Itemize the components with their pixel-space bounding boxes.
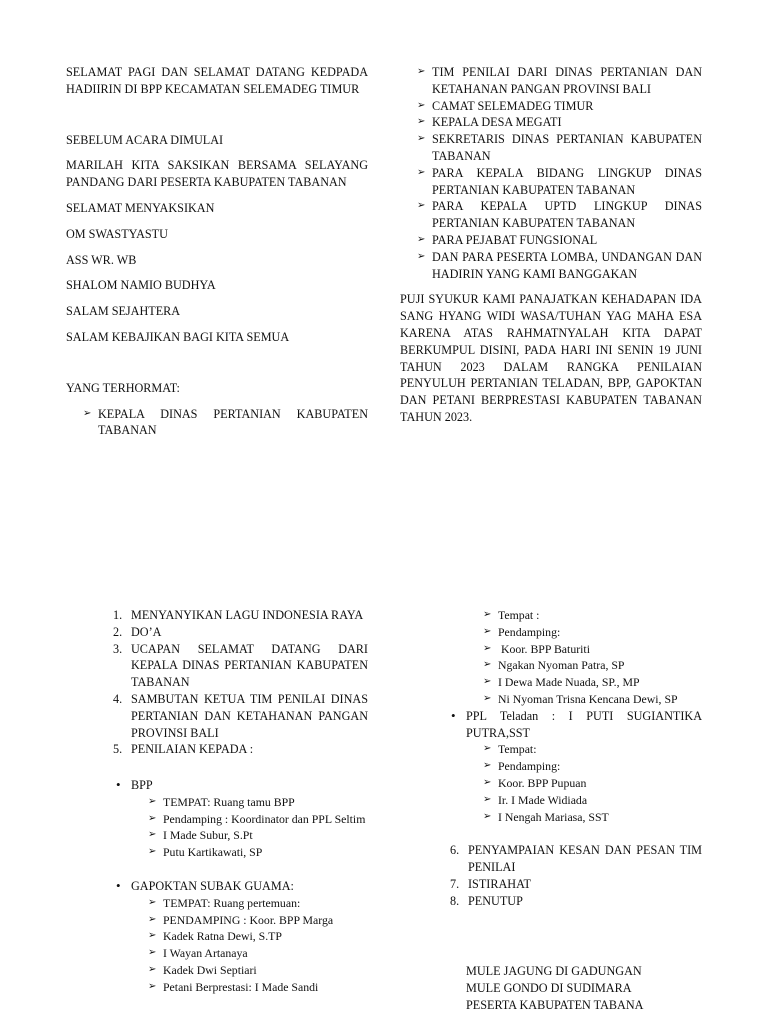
agenda-item (113, 691, 368, 741)
closing-line: MULE GONDO DI SUDIMARA (466, 980, 632, 995)
honoree-item: ➢ CAMAT SELEMADEG TIMUR (417, 98, 702, 115)
honoree-item: ➢ KEPALA DINAS PERTANIAN KABUPATEN TABANAN (83, 406, 368, 440)
honoree-item: ➢ PARA PEJABAT FUNGSIONAL (417, 232, 702, 249)
agenda-text: ISTIRAHAT (468, 876, 531, 891)
before-event-line: SEBELUM ACARA DIMULAI (66, 132, 224, 147)
agenda-number: 1. (113, 608, 123, 622)
greeting-line: SHALOM NAMIO BUDHYA (66, 278, 216, 293)
agenda-number: 4. (113, 691, 123, 706)
assessment-detail-item: ➢ Ni Nyoman Trisna Kencana Dewi, SP (483, 691, 702, 708)
agenda-item (450, 842, 702, 876)
agenda-number: 5. (113, 742, 123, 757)
bpp-section (115, 777, 368, 996)
agenda-item (113, 624, 368, 641)
honoree-list (417, 64, 702, 282)
agenda-text: UCAPAN SELAMAT DATANG DARI KEPALA DINAS PERTANIAN KABUPATEN TABANAN (131, 641, 368, 690)
left-bottom-column (113, 607, 368, 758)
gapoktan-detail-item: ➢ Kadek Dwi Septiari (148, 962, 368, 979)
agenda-item (450, 893, 702, 910)
enjoy-line: SELAMAT MENYAKSIKAN (66, 200, 215, 215)
honoree-item: ➢ PARA KEPALA BIDANG LINGKUP DINAS PERTANIAN KABUPATEN TABANAN (417, 165, 702, 199)
assessment-detail-item: ➢ Koor. BPP Baturiti (483, 641, 702, 658)
greeting-line: OM SWASTYASTU (66, 226, 168, 241)
assessment-detail-item: ➢ I Dewa Made Nuada, SP., MP (483, 674, 702, 691)
closing-verse (466, 963, 702, 1013)
agenda-list-end (450, 842, 702, 909)
assessment-detail-item: ➢ Tempat : (483, 607, 702, 624)
agenda-text: PENUTUP (468, 893, 523, 908)
right-top-column (400, 64, 702, 426)
greeting-line: ASS WR. WB (66, 252, 137, 267)
honoree-item: ➢ PARA KEPALA UPTD LINGKUP DINAS PERTANIAN KABUPATEN TABANAN (417, 198, 702, 232)
watch-paragraph: MARILAH KITA SAKSIKAN BERSAMA SELAYANG PANDANG DARI PESERTA KABUPATEN TABANAN (66, 158, 368, 190)
agenda-number: 6. (450, 843, 460, 858)
greeting-line: SALAM KEBAJIKAN BAGI KITA SEMUA (66, 329, 290, 344)
greeting-line: SALAM SEJAHTERA (66, 304, 181, 319)
agenda-number: 3. (113, 641, 123, 656)
bpp-label: • BPP (115, 777, 368, 794)
closing-line: PESERTA KABUPATEN TABANA (466, 997, 644, 1012)
agenda-text: MENYANYIKAN LAGU INDONESIA RAYA (131, 608, 364, 622)
honoree-item: ➢ TIM PENILAI DARI DINAS PERTANIAN DAN KETAHANAN PANGAN PROVINSI BALI (417, 64, 702, 98)
left-top-column (66, 64, 368, 439)
bpp-detail-item: ➢ Putu Kartikawati, SP (148, 844, 368, 861)
bpp-details (148, 794, 368, 861)
agenda-text: PENYAMPAIAN KESAN DAN PESAN TIM PENILAI (468, 843, 702, 875)
assessment-details (483, 607, 702, 708)
agenda-item (113, 607, 368, 624)
gratitude-paragraph: PUJI SYUKUR KAMI PANAJATKAN KEHADAPAN IDA SANG HYANG WIDI WASA/TUHAN YAG MAHA ESA KARENA ATAS RAHMATNYALAH KITA DAPAT BERKUMPUL DISINI, PADA HARI INI SENIN 19 JUNI TAHUN 2023 DALAM RANGKA PENILAIAN PENYULUH PERTANIAN TELADAN, BPP, GAPOKTAN DAN PETANI BERPRESTASI KABUPATEN TABANAN TAHUN 2023. (400, 292, 702, 424)
gapoktan-detail-item: ➢ Kadek Ratna Dewi, S.TP (148, 928, 368, 945)
agenda-item (113, 741, 368, 758)
ppl-detail-item: ➢ Koor. BPP Pupuan (483, 775, 702, 792)
honoree-item: ➢ SEKRETARIS DINAS PERTANIAN KABUPATEN TABANAN (417, 131, 702, 165)
assessment-detail-item: ➢ Ngakan Nyoman Patra, SP (483, 657, 702, 674)
assessment-detail-item: ➢ Pendamping: (483, 624, 702, 641)
agenda-text: PENILAIAN KEPADA : (131, 742, 254, 757)
agenda-number: 7. (450, 876, 460, 891)
closing-line: MULE JAGUNG DI GADUNGAN (466, 964, 642, 978)
ppl-detail-item: ➢ I Nengah Mariasa, SST (483, 809, 702, 826)
agenda-number: 2. (113, 624, 123, 639)
agenda-text: SAMBUTAN KETUA TIM PENILAI DINAS PERTANIAN DAN KETAHANAN PANGAN PROVINSI BALI (131, 691, 368, 740)
bpp-detail-item: ➢ Pendamping : Koordinator dan PPL Seltim (148, 811, 368, 828)
agenda-item (113, 641, 368, 691)
bpp-detail-item: ➢ I Made Subur, S.Pt (148, 827, 368, 844)
honoree-item: ➢ KEPALA DESA MEGATI (417, 114, 702, 131)
right-bottom-column (450, 607, 702, 910)
ppl-teladan-label: • PPL Teladan : I PUTI SUGIANTIKA PUTRA,SST (450, 708, 702, 742)
ppl-detail-item: ➢ Ir. I Made Widiada (483, 792, 702, 809)
agenda-text: DO’A (131, 624, 162, 639)
agenda-number: 8. (450, 893, 460, 908)
ppl-detail-item: ➢ Tempat: (483, 741, 702, 758)
gapoktan-label: • GAPOKTAN SUBAK GUAMA: (115, 878, 368, 895)
gapoktan-details (148, 895, 368, 996)
honoree-item: ➢ DAN PARA PESERTA LOMBA, UNDANGAN DAN HADIRIN YANG KAMI BANGGAKAN (417, 249, 702, 283)
honoree-list (83, 406, 368, 440)
ppl-detail-item: ➢ Pendamping: (483, 758, 702, 775)
ppl-details (483, 741, 702, 825)
bpp-detail-item: ➢ TEMPAT: Ruang tamu BPP (148, 794, 368, 811)
agenda-item (450, 876, 702, 893)
gapoktan-detail-item: ➢ TEMPAT: Ruang pertemuan: (148, 895, 368, 912)
gapoktan-detail-item: ➢ Petani Berprestasi: I Made Sandi (148, 979, 368, 996)
gapoktan-detail-item: ➢ PENDAMPING : Koor. BPP Marga (148, 912, 368, 929)
welcome-paragraph: SELAMAT PAGI DAN SELAMAT DATANG KEDPADA HADIIRIN DI BPP KECAMATAN SELEMADEG TIMUR (66, 65, 368, 96)
agenda-list (113, 607, 368, 758)
gapoktan-detail-item: ➢ I Wayan Artanaya (148, 945, 368, 962)
honorable-heading: YANG TERHORMAT: (66, 380, 180, 395)
